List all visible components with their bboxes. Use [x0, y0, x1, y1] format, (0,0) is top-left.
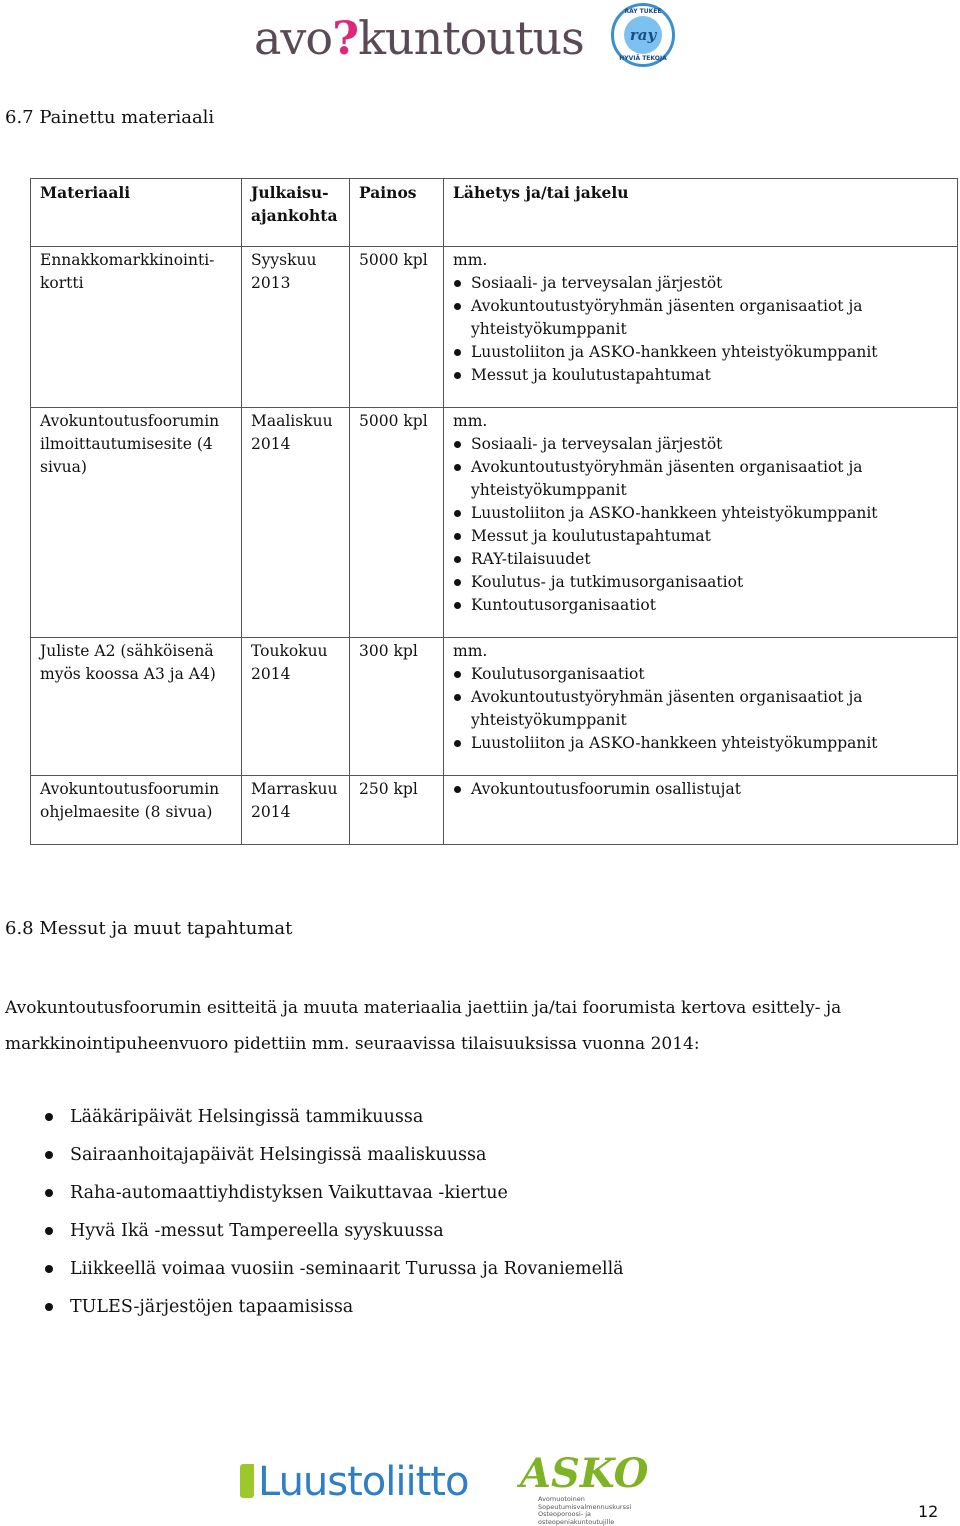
event-list-item: Raha-automaattiyhdistyksen Vaikuttavaa -kiertue [70, 1174, 624, 1212]
distribution-list [453, 433, 948, 617]
distribution-cell [444, 638, 958, 776]
avokuntoutus-logo [254, 6, 584, 70]
event-list-item: Hyvä Ikä -messut Tampereella syyskuussa [70, 1212, 624, 1250]
distribution-list [453, 272, 948, 387]
edition-cell: 5000 kpl [350, 247, 444, 408]
luustoliitto-logo-text: Luustoliitto [258, 1459, 469, 1505]
distribution-cell [444, 776, 958, 845]
list-item: Avokuntoutustyöryhmän jäsenten organisaatiot ja yhteistyökumppanit [471, 295, 948, 341]
luustoliitto-mark-icon [240, 1464, 254, 1498]
list-item: Avokuntoutustyöryhmän jäsenten organisaatiot ja yhteistyökumppanit [471, 686, 948, 732]
event-list-item: TULES-järjestöjen tapaamisissa [70, 1288, 624, 1326]
section-heading-printed-material: 6.7 Painettu materiaali [5, 107, 215, 128]
distribution-list [453, 778, 948, 801]
luustoliitto-logo [240, 1458, 490, 1506]
ray-logo-center-text: ray [624, 16, 662, 54]
material-cell: Ennakkomarkkinointi-kortti [31, 247, 242, 408]
list-item: Luustoliiton ja ASKO-hankkeen yhteistyökumppanit [471, 732, 948, 755]
asko-logo [508, 1450, 668, 1526]
date-cell: Maaliskuu 2014 [242, 408, 350, 638]
list-item: Koulutusorganisaatiot [471, 663, 948, 686]
event-list-item: Sairaanhoitajapäivät Helsingissä maaliskuussa [70, 1136, 624, 1174]
column-header-material: Materiaali [31, 179, 242, 247]
distribution-list [453, 663, 948, 755]
edition-cell: 300 kpl [350, 638, 444, 776]
date-cell: Marraskuu 2014 [242, 776, 350, 845]
list-item: Avokuntoutusfoorumin osallistujat [471, 778, 948, 801]
table-row [31, 247, 958, 408]
asko-logo-subtext: Avomuotoinen Sopeutumisvalmennuskurssi Osteoporoosi- ja osteopeniakuntoutujille [538, 1495, 632, 1526]
table-row [31, 638, 958, 776]
page-number: 12 [918, 1502, 939, 1521]
distribution-intro: mm. [453, 412, 488, 430]
column-header-distribution: Lähetys ja/tai jakelu [444, 179, 958, 247]
printed-material-table [30, 178, 958, 845]
material-cell: Avokuntoutusfoorumin ohjelmaesite (8 sivua) [31, 776, 242, 845]
list-item: Avokuntoutustyöryhmän jäsenten organisaatiot ja yhteistyökumppanit [471, 456, 948, 502]
event-list-item: Lääkäripäivät Helsingissä tammikuussa [70, 1098, 624, 1136]
table-header-row [31, 179, 958, 247]
edition-cell: 5000 kpl [350, 408, 444, 638]
column-header-edition: Painos [350, 179, 444, 247]
list-item: Sosiaali- ja terveysalan järjestöt [471, 272, 948, 295]
list-item: Luustoliiton ja ASKO-hankkeen yhteistyökumppanit [471, 341, 948, 364]
distribution-cell [444, 247, 958, 408]
distribution-intro: mm. [453, 642, 488, 660]
ray-logo-bottom-text: HYVIÄ TEKOJA [619, 55, 667, 62]
list-item: Luustoliiton ja ASKO-hankkeen yhteistyökumppanit [471, 502, 948, 525]
list-item: RAY-tilaisuudet [471, 548, 948, 571]
distribution-cell [444, 408, 958, 638]
events-paragraph: Avokuntoutusfoorumin esitteitä ja muuta materiaalia jaettiin ja/tai foorumista kertova esittely- ja markkinointipuheenvuoro pidettiin mm. seuraavissa tilaisuuksissa vuonna 2014: [5, 998, 842, 1054]
logo-question-mark: ? [332, 11, 359, 65]
events-list [70, 1098, 624, 1326]
event-list-item: Liikkeellä voimaa vuosiin -seminaarit Turussa ja Rovaniemellä [70, 1250, 624, 1288]
edition-cell: 250 kpl [350, 776, 444, 845]
list-item: Koulutus- ja tutkimusorganisaatiot [471, 571, 948, 594]
material-cell: Juliste A2 (sähköisenä myös koossa A3 ja A4) [31, 638, 242, 776]
material-cell: Avokuntoutusfoorumin ilmoittautumisesite (4 sivua) [31, 408, 242, 638]
logo-kuntoutus-text: kuntoutus [358, 11, 584, 65]
asko-logo-text: ASKO [520, 1450, 649, 1497]
date-cell: Syyskuu 2013 [242, 247, 350, 408]
list-item: Messut ja koulutustapahtumat [471, 364, 948, 387]
ray-logo-top-text: RAY TUKEE [624, 8, 662, 15]
list-item: Sosiaali- ja terveysalan järjestöt [471, 433, 948, 456]
ray-logo [611, 3, 675, 67]
table-row [31, 408, 958, 638]
date-cell: Toukokuu 2014 [242, 638, 350, 776]
section-heading-fairs-events: 6.8 Messut ja muut tapahtumat [5, 918, 293, 939]
list-item: Kuntoutusorganisaatiot [471, 594, 948, 617]
column-header-date: Julkaisu- ajankohta [242, 179, 350, 247]
logo-avo-text: avo [254, 11, 333, 65]
table-row [31, 776, 958, 845]
list-item: Messut ja koulutustapahtumat [471, 525, 948, 548]
distribution-intro: mm. [453, 251, 488, 269]
